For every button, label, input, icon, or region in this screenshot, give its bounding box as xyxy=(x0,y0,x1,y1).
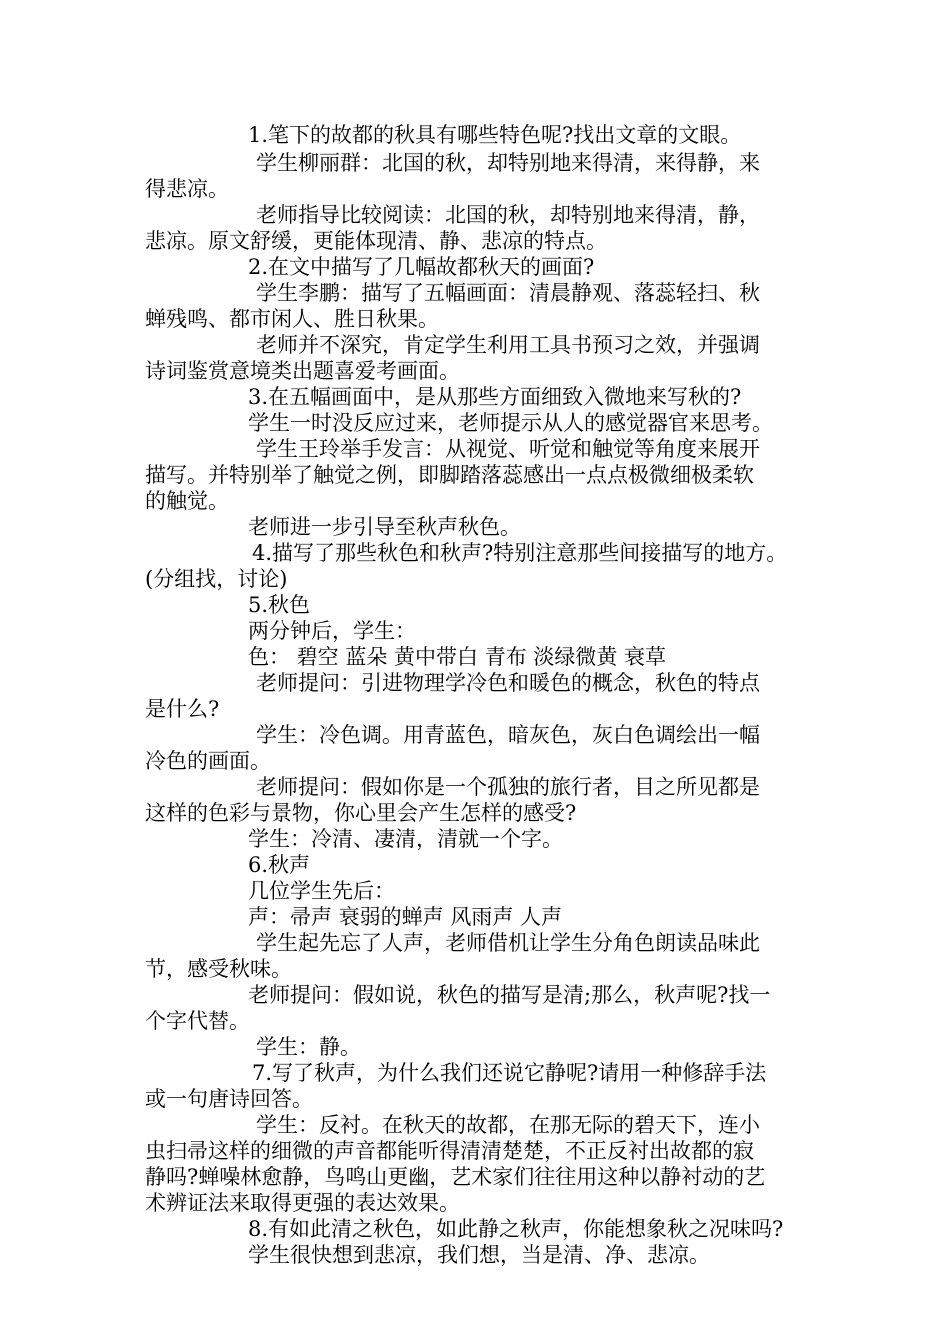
question-3: 3.在五幅画面中，是从那些方面细致入微地来写秋的? xyxy=(248,385,742,409)
question-8: 8.有如此清之秋色，如此静之秋声，你能想象秋之况味吗? xyxy=(248,1217,784,1241)
student-answer-line: 冷色的画面。 xyxy=(145,749,271,773)
student-answer-line: 描写。并特别举了触觉之例，即脚踏落蕊感出一点点极微细极柔软 xyxy=(145,463,754,487)
color-list: 色： 碧空 蓝朵 黄中带白 青布 淡绿微黄 衰草 xyxy=(248,645,667,669)
teacher-note-line: 老师进一步引导至秋声秋色。 xyxy=(248,515,521,539)
narration-line: 两分钟后，学生： xyxy=(248,619,416,643)
question-7: 7.写了秋声，为什么我们还说它静呢?请用一种修辞手法 xyxy=(252,1061,767,1085)
student-answer-line: 学生：冷清、凄清，清就一个字。 xyxy=(248,827,563,851)
student-answer-line: 学生：反衬。在秋天的故都，在那无际的碧天下，连小 xyxy=(256,1113,760,1137)
student-answer-line: 学生李鹏：描写了五幅画面：清晨静观、落蕊轻扫、秋 xyxy=(256,281,760,305)
student-answer-line: 虫扫帚这样的细微的声音都能听得清清楚楚，不正反衬出故都的寂 xyxy=(145,1139,754,1163)
student-answer-line: 学生很快想到悲凉，我们想，当是清、净、悲凉。 xyxy=(248,1243,710,1267)
section-heading: 6.秋声 xyxy=(248,853,311,877)
narration-line: 节，感受秋味。 xyxy=(145,957,292,981)
teacher-question-line: 这样的色彩与景物，你心里会产生怎样的感受? xyxy=(145,801,577,825)
teacher-question-line: 个字代替。 xyxy=(145,1009,250,1033)
narration-line: 学生起先忘了人声，老师借机让学生分角色朗读品味此 xyxy=(256,931,760,955)
student-answer-line: 学生：静。 xyxy=(256,1035,361,1059)
sound-list: 声：帚声 衰弱的蝉声 风雨声 人声 xyxy=(248,905,563,929)
narration-line: 几位学生先后： xyxy=(248,879,395,903)
question-1: 1.笔下的故都的秋具有哪些特色呢?找出文章的文眼。 xyxy=(248,123,742,147)
teacher-question-line: 老师提问：引进物理学冷色和暖色的概念，秋色的特点 xyxy=(256,671,760,695)
question-2: 2.在文中描写了几幅故都秋天的画面? xyxy=(248,255,595,279)
teacher-note-line: 老师指导比较阅读：北国的秋，却特别地来得清，静， xyxy=(256,203,760,227)
teacher-question-line: 老师提问：假如你是一个孤独的旅行者，目之所见都是 xyxy=(256,775,760,799)
teacher-note-line: 老师并不深究，肯定学生利用工具书预习之效，并强调 xyxy=(256,333,760,357)
student-answer-line: 学生：冷色调。用青蓝色，暗灰色，灰白色调绘出一幅 xyxy=(256,723,760,747)
student-answer-line: 得悲凉。 xyxy=(145,177,229,201)
student-answer-line: 学生王玲举手发言：从视觉、听觉和触觉等角度来展开 xyxy=(256,437,760,461)
student-answer-line: 学生柳丽群：北国的秋，却特别地来得清，来得静，来 xyxy=(256,151,760,175)
question-7: 或一句唐诗回答。 xyxy=(145,1087,313,1111)
student-answer-line: 的触觉。 xyxy=(145,489,229,513)
section-heading: 5.秋色 xyxy=(248,593,311,617)
teacher-question-line: 是什么? xyxy=(145,697,220,721)
student-answer-line: 静吗?蝉噪林愈静，鸟鸣山更幽，艺术家们往往用这种以静衬动的艺 xyxy=(145,1165,766,1189)
teacher-note-line: 悲凉。原文舒缓，更能体现清、静、悲凉的特点。 xyxy=(145,229,607,253)
teacher-note-line: 诗词鉴赏意境类出题喜爱考画面。 xyxy=(145,359,460,383)
student-answer-line: 蝉残鸣、都市闲人、胜日秋果。 xyxy=(145,307,439,331)
teacher-question-line: 老师提问：假如说，秋色的描写是清;那么，秋声呢?找一 xyxy=(248,983,771,1007)
student-answer-line: 术辨证法来取得更强的表达效果。 xyxy=(145,1191,460,1215)
question-4: 4.描写了那些秋色和秋声?特别注意那些间接描写的地方。 xyxy=(252,541,788,565)
question-4-note: (分组找，讨论) xyxy=(145,567,288,591)
narration-line: 学生一时没反应过来，老师提示从人的感觉器官来思考。 xyxy=(248,411,773,435)
